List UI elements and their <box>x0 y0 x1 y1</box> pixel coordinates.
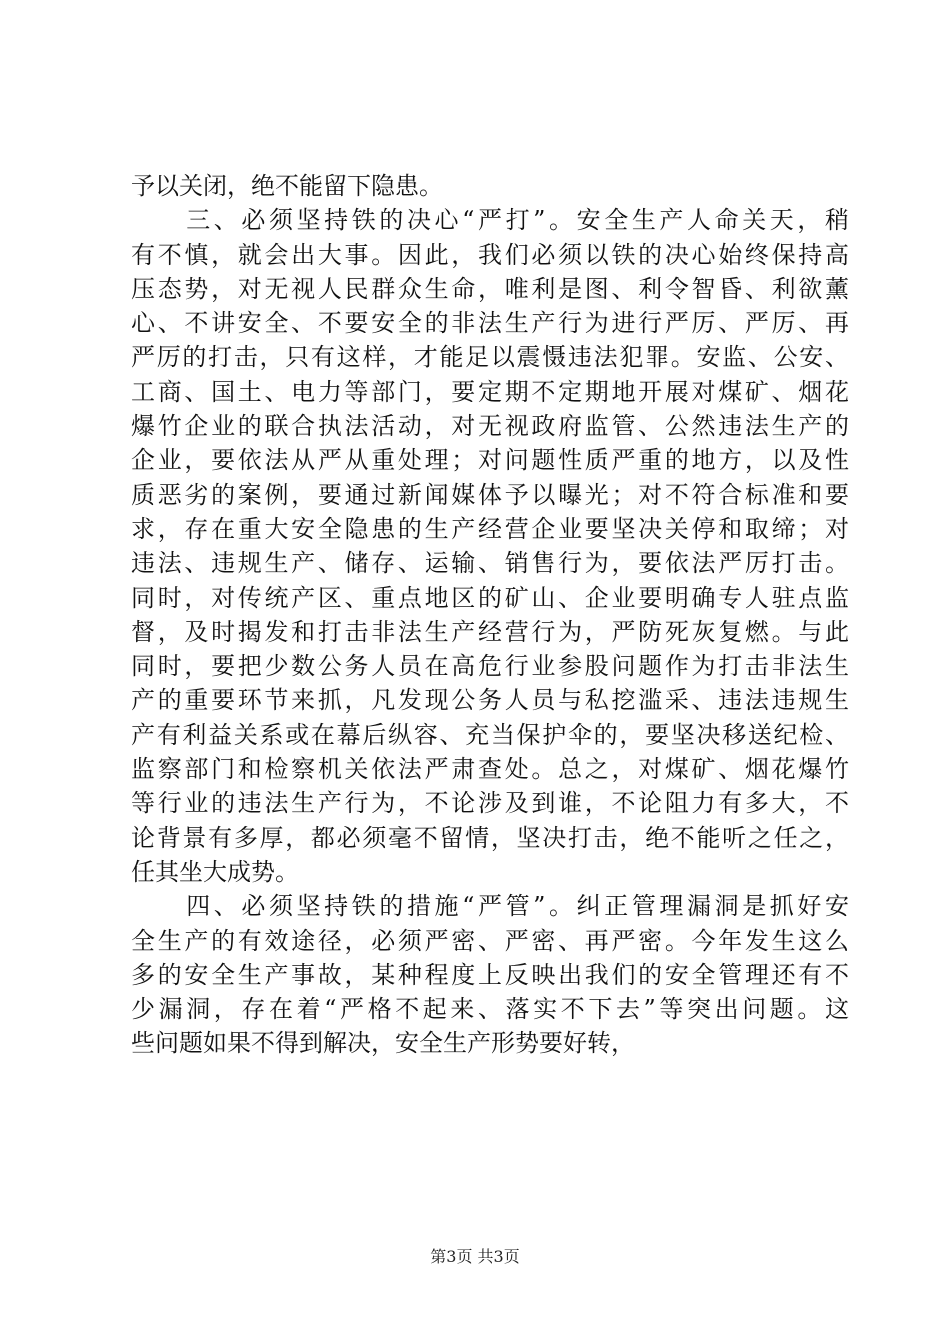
text-line: 四、必须坚持铁的措施“严管”。纠正管理漏洞是抓好安 <box>131 892 849 921</box>
text-line: 少漏洞，存在着“严格不起来、落实不下去”等突出问题。这 <box>131 995 849 1024</box>
text-line: 三、必须坚持铁的决心“严打”。安全生产人命关天，稍 <box>131 206 849 235</box>
text-line: 工商、国土、电力等部门，要定期不定期地开展对煤矿、烟花 <box>131 377 849 406</box>
text-line: 产有利益关系或在幕后纵容、充当保护伞的，要坚决移送纪检、 <box>131 720 849 749</box>
text-line: 同时，要把少数公务人员在高危行业参股问题作为打击非法生 <box>131 652 849 681</box>
text-line: 等行业的违法生产行为，不论涉及到谁，不论阻力有多大，不 <box>131 789 849 818</box>
text-line: 些问题如果不得到解决，安全生产形势要好转， <box>131 1029 635 1058</box>
text-line: 违法、违规生产、储存、运输、销售行为，要依法严厉打击。 <box>131 549 849 578</box>
text-line: 求，存在重大安全隐患的生产经营企业要坚决关停和取缔；对 <box>131 514 849 543</box>
text-line: 多的安全生产事故，某种程度上反映出我们的安全管理还有不 <box>131 960 849 989</box>
body-text <box>131 169 849 1061</box>
text-line: 质恶劣的案例，要通过新闻媒体予以曝光；对不符合标准和要 <box>131 480 849 509</box>
text-line: 严厉的打击，只有这样，才能足以震慑违法犯罪。安监、公安、 <box>131 343 849 372</box>
text-line: 有不慎，就会出大事。因此，我们必须以铁的决心始终保持高 <box>131 240 849 269</box>
text-line: 爆竹企业的联合执法活动，对无视政府监管、公然违法生产的 <box>131 412 849 441</box>
text-line: 论背景有多厚，都必须毫不留情，坚决打击，绝不能听之任之， <box>131 823 849 852</box>
text-line: 企业，要依法从严从重处理；对问题性质严重的地方，以及性 <box>131 446 849 475</box>
page-footer: 第3页 共3页 <box>430 1247 520 1266</box>
text-line: 产的重要环节来抓，凡发现公务人员与私挖滥采、违法违规生 <box>131 686 849 715</box>
text-line: 同时，对传统产区、重点地区的矿山、企业要明确专人驻点监 <box>131 583 849 612</box>
text-line: 监察部门和检察机关依法严肃查处。总之，对煤矿、烟花爆竹 <box>131 755 849 784</box>
text-line: 予以关闭，绝不能留下隐患。 <box>131 172 443 200</box>
text-line: 压态势，对无视人民群众生命，唯利是图、利令智昏、利欲薰 <box>131 274 849 303</box>
text-line: 督，及时揭发和打击非法生产经营行为，严防死灰复燃。与此 <box>131 617 849 646</box>
text-line: 心、不讲安全、不要安全的非法生产行为进行严厉、严厉、再 <box>131 309 849 338</box>
text-line: 全生产的有效途径，必须严密、严密、再严密。今年发生这么 <box>131 926 849 955</box>
text-line: 任其坐大成势。 <box>131 857 299 886</box>
